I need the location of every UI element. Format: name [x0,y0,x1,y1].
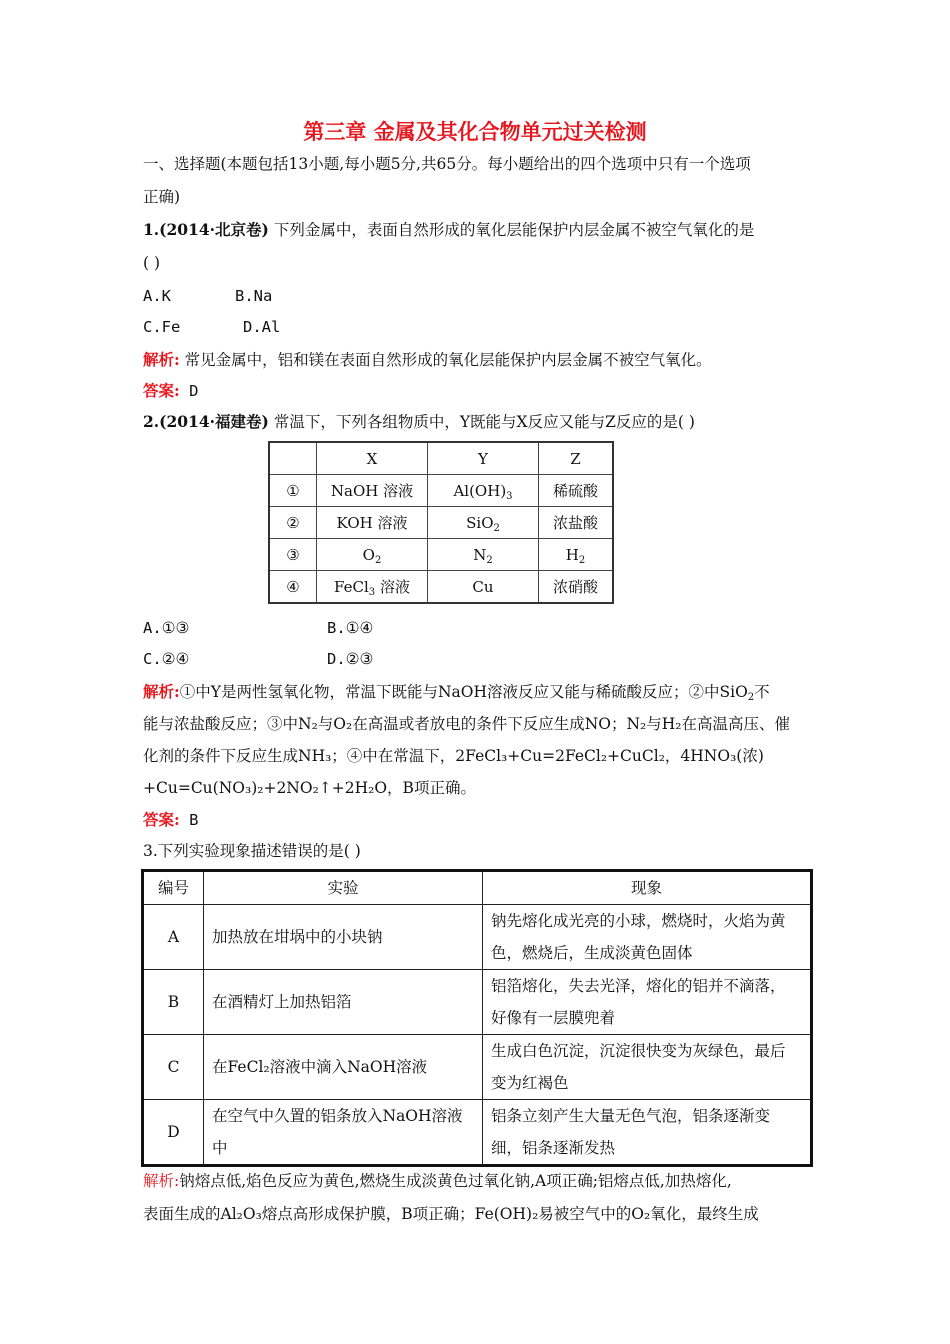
table-row [143,1035,812,1100]
table-header-cell: 编号 [143,871,204,905]
q2-stem [143,411,695,433]
subscript: 2 [493,522,500,534]
cell-line: 铝条立刻产生大量无色气泡，铝条逐渐变 [491,1107,771,1125]
table-cell: ③ [269,539,317,571]
table-cell [483,1100,812,1166]
page-title: 第三章 金属及其化合物单元过关检测 [303,120,647,144]
q2-answer-value: B [179,811,199,829]
subscript: 2 [374,554,382,566]
cell-line: 生成白色沉淀，沉淀很快变为灰绿色，最后 [491,1042,786,1060]
q3-analysis-text: 钠熔点低,焰色反应为黄色,燃烧生成淡黄色过氧化钠,A项正确;铝熔点低,加热熔化, [179,1172,732,1190]
q2-analysis-line: 化剂的条件下反应生成NH₃；④中在常温下，2FeCl₃+Cu=2FeCl₂+CuCl₂，4HNO₃(浓) [143,747,764,765]
q1-number: 1.(2014·北京卷) [143,220,269,239]
analysis-label: 解析: [143,350,180,369]
table-cell: 浓硝酸 [539,571,614,604]
table-cell: Cu [428,571,539,604]
q2-option-b: B.①④ [327,619,374,637]
table-header-cell: X [317,442,428,475]
table-cell: D [143,1100,204,1166]
table-cell: B [143,970,204,1035]
table-cell: NaOH 溶液 [317,475,428,507]
formula: SiO [466,513,494,532]
q1-option-d: D.Al [243,318,281,336]
section-heading-cont: 正确) [143,188,181,206]
cell-line: 色，燃烧后，生成淡黄色固体 [491,944,693,962]
q2-table [268,441,614,604]
q2-number: 2.(2014·福建卷) [143,412,269,431]
subscript: 3 [368,587,376,598]
table-header-row [143,871,812,905]
answer-label: 答案: [143,810,180,829]
cell-line: 好像有一层膜兜着 [491,1009,616,1027]
section-heading: 一、选择题(本题包括13小题,每小题5分,共65分。每小题给出的四个选项中只有一个选项 [143,155,751,173]
formula: FeCl [334,578,369,596]
table-cell: 浓盐酸 [539,507,614,539]
table-cell [428,507,539,539]
subscript: 2 [578,554,586,566]
table-cell [539,539,614,571]
q1-answer-value: D [179,382,199,400]
table-cell: KOH 溶液 [317,507,428,539]
q2-analysis: 解析:①中Y是两性氢氧化物，常温下既能与NaOH溶液反应又能与稀硫酸反应；②中SiO$_2$不 [143,682,770,703]
formula: H [565,545,579,564]
table-cell: A [143,905,204,970]
formula: Al(OH) [453,481,507,500]
q2-option-a: A.①③ [143,619,190,637]
q1-stem-bracket: ( ) [143,254,161,272]
q2-stem-text: 常温下，下列各组物质中，Y既能与X反应又能与Z反应的是( ) [268,413,695,431]
cell-line: 钠先熔化成光亮的小球，燃烧时，火焰为黄 [491,912,786,930]
table-cell [317,539,428,571]
table-header-row [269,442,613,475]
cell-line: 中 [212,1139,228,1157]
table-cell: ① [269,475,317,507]
q2-analysis-line: +Cu=Cu(NO₃)₂+2NO₂↑+2H₂O，B项正确。 [143,779,476,797]
q2-option-d: D.②③ [327,650,374,668]
table-cell [428,475,539,507]
cell-line: 铝箔熔化，失去光泽，熔化的铝并不滴落， [491,977,786,995]
q2-analysis-tail: 不 [754,683,770,701]
table-row [269,475,613,507]
table-cell: 在酒精灯上加热铝箔 [204,970,483,1035]
table-cell: ② [269,507,317,539]
table-cell [483,970,812,1035]
table-header-cell: Y [428,442,539,475]
cell-line: 变为红褐色 [491,1074,569,1092]
q1-option-c: C.Fe [143,318,181,336]
table-row [269,571,613,604]
subscript: 2 [486,554,493,566]
table-cell: ④ [269,571,317,604]
table-cell: C [143,1035,204,1100]
q1-analysis-text: 常见金属中，铝和镁在表面自然形成的氧化层能保护内层金属不被空气氧化。 [179,351,712,369]
formula: N [473,545,487,564]
table-header-cell: 实验 [204,871,483,905]
q1-answer [143,380,198,402]
table-cell: 加热放在坩埚中的小块钠 [204,905,483,970]
q1-analysis [143,349,712,371]
q2-answer [143,809,198,831]
table-header-cell: Z [539,442,614,475]
table-row [269,539,613,571]
q3-stem: 3.下列实验现象描述错误的是( ) [143,842,361,860]
subscript: 3 [506,490,513,502]
q1-stem [143,219,754,241]
table-cell [483,905,812,970]
answer-label: 答案: [143,381,180,400]
table-row [143,970,812,1035]
q2-analysis-line: 能与浓盐酸反应；③中N₂与O₂在高温或者放电的条件下反应生成NO；N₂与H₂在高温高压、催 [143,715,790,733]
table-cell [204,1100,483,1166]
table-header-cell [269,442,317,475]
analysis-label: 解析: [143,1172,180,1190]
table-cell [483,1035,812,1100]
table-cell: 在FeCl₂溶液中滴入NaOH溶液 [204,1035,483,1100]
q2-option-c: C.②④ [143,650,190,668]
q3-table [141,869,813,1167]
q1-option-b: B.Na [235,287,273,305]
q3-analysis [143,1170,732,1192]
cell-line: 在空气中久置的铝条放入NaOH溶液 [212,1107,463,1125]
table-cell [317,571,428,604]
q3-analysis-line: 表面生成的Al₂O₃熔点高形成保护膜，B项正确；Fe(OH)₂易被空气中的O₂氧化，最终生成 [143,1205,759,1223]
cell-line: 细，铝条逐渐发热 [491,1139,616,1157]
q1-stem-text: 下列金属中，表面自然形成的氧化层能保护内层金属不被空气氧化的是 [268,221,755,239]
analysis-label: 解析: [143,682,180,701]
table-header-cell: 现象 [483,871,812,905]
table-row [143,905,812,970]
q2-analysis-text: ①中Y是两性氢氧化物，常温下既能与NaOH溶液反应又能与稀硫酸反应；②中SiO [179,683,748,701]
table-row [143,1100,812,1166]
table-cell [428,539,539,571]
q1-option-a: A.K [143,287,171,305]
formula: O [362,545,375,564]
table-cell: 稀硫酸 [539,475,614,507]
table-row [269,507,613,539]
formula-tail: 溶液 [375,578,410,596]
